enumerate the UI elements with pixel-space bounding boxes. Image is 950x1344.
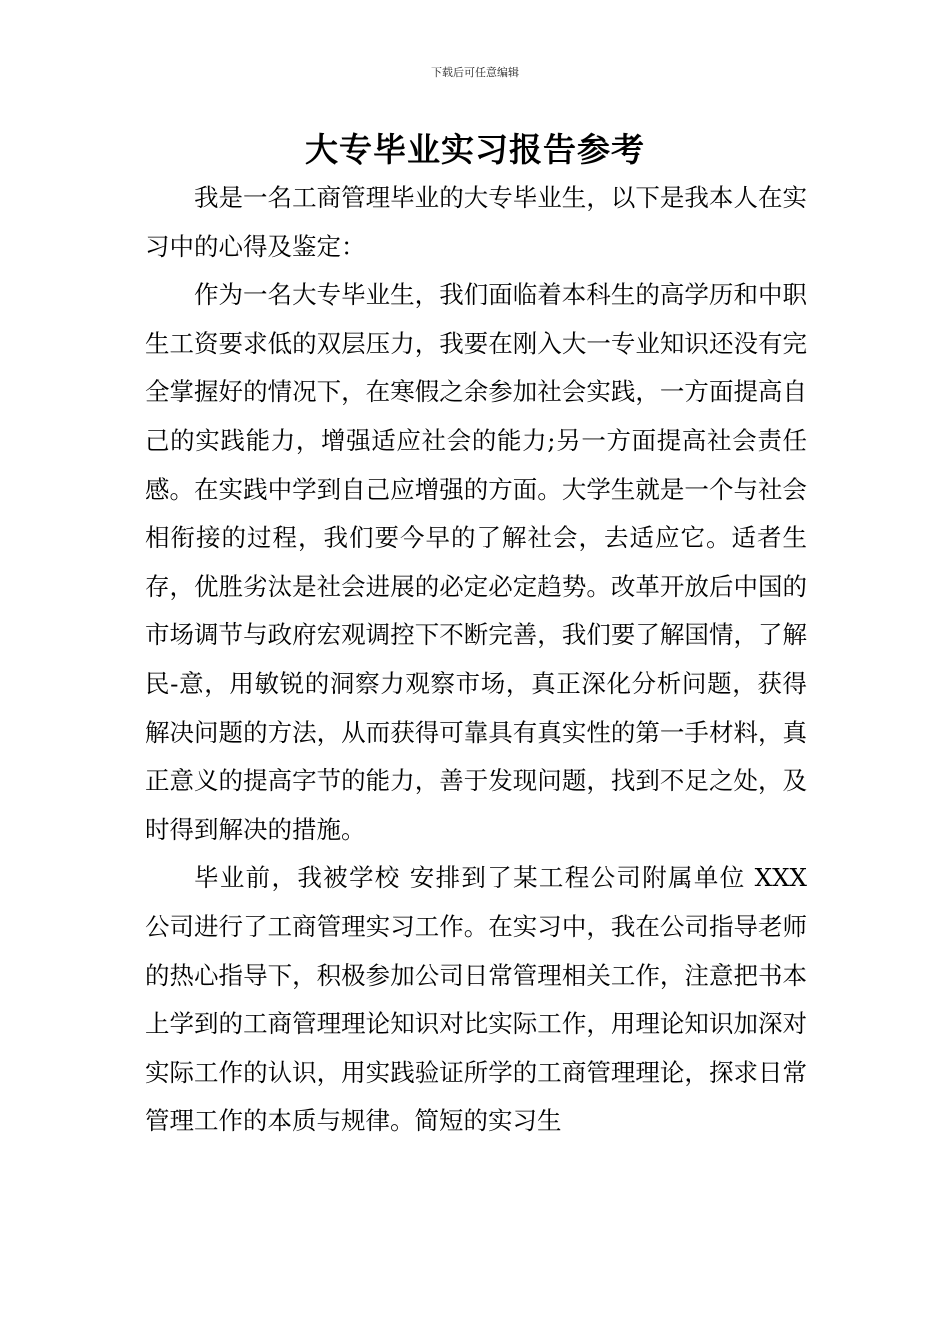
paragraph-internship: 毕业前，我被学校 安排到了某工程公司附属单位 XXX 公司进行了工商管理实习工作。在实习中，我在公司指导老师的热心指导下，积极参加公司日常管理相关工作，注意把书本上学到的工商管理理论知识对比实际工作，用理论知识加深对实际工作的认识，用实践验证所学的工商管理理论，探求日常管理工作的本质与规律。简短的实习生 [145,863,807,1136]
paragraph-pressure: 作为一名大专毕业生，我们面临着本科生的高学历和中职生工资要求低的双层压力，我要在刚入大一专业知识还没有完全掌握好的情况下，在寒假之余参加社会实践，一方面提高自己的实践能力，增强适应社会的能力;另一方面提高社会责任感。在实践中学到自己应增强的方面。大学生就是一个与社会相衔接的过程，我们要今早的了解社会，去适应它。适者生存，优胜劣汰是社会进展的必定必定趋势。改革开放后中国的市场调节与政府宏观调控下不断完善，我们要了解国情，了解民-意，用敏锐的洞察力观察市场，真正深化分析问题，获得解决问题的方法，从而获得可靠具有真实性的第一手材料，真正意义的提高字节的能力，善于发现问题，找到不足之处，及时得到解决的措施。 [145,280,807,844]
document-title: 大专毕业实习报告参考 [305,130,645,169]
header-note: 下载后可任意编辑 [431,66,519,79]
document-body [145,174,807,1146]
paragraph-intro: 我是一名工商管理毕业的大专毕业生，以下是我本人在实习中的心得及鉴定： [145,183,807,261]
